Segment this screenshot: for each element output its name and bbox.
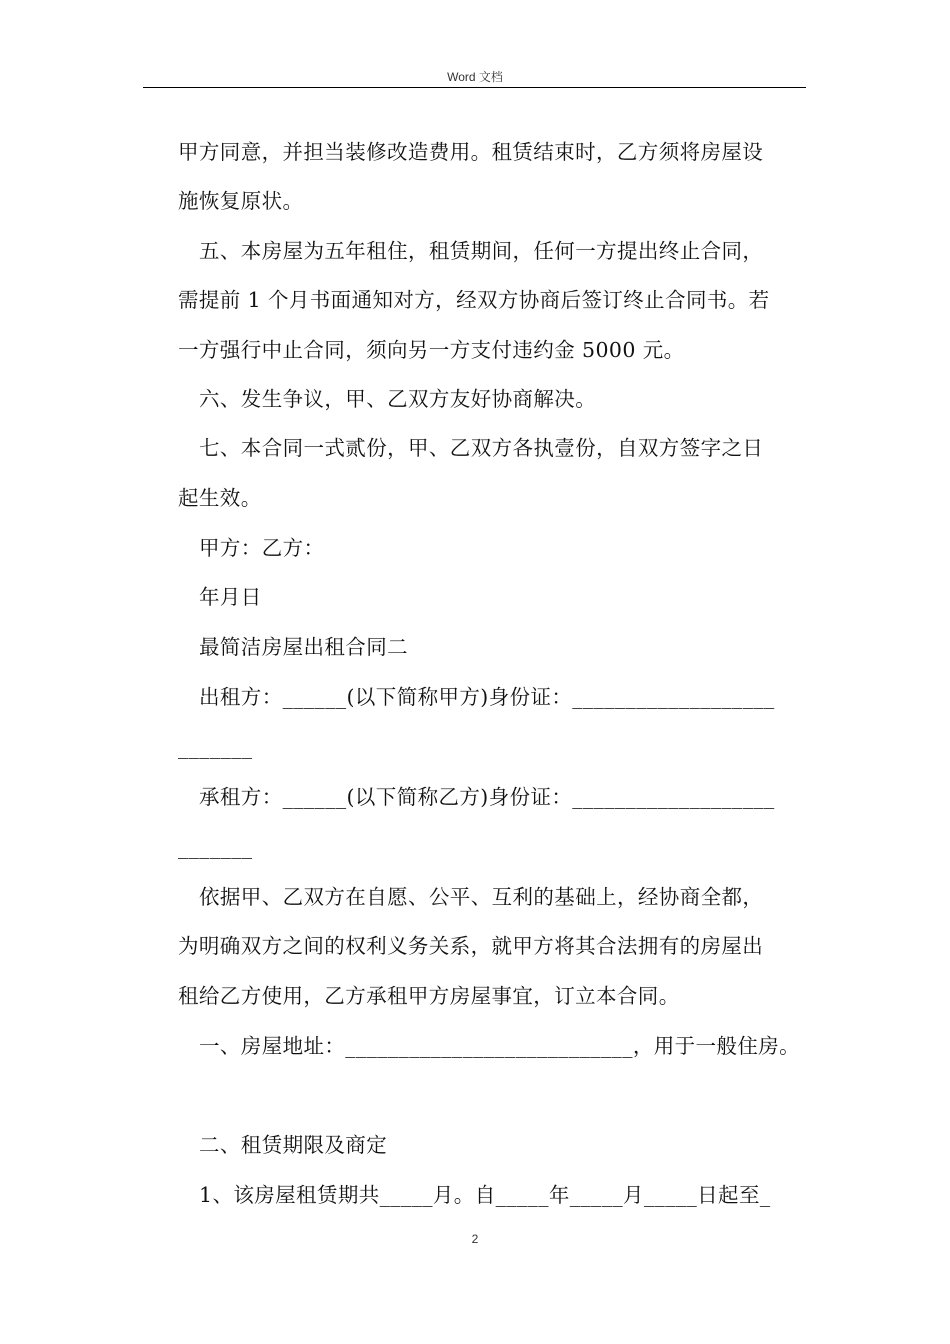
paragraph-line: 一方强行中止合同，须向另一方支付违约金 5000 元。	[178, 338, 685, 362]
paragraph-line: 起生效。	[178, 486, 262, 510]
clause-heading: 二、租赁期限及商定	[199, 1133, 388, 1157]
page-header: Word 文档	[447, 70, 503, 84]
signature-line: 甲方：乙方：	[199, 536, 325, 560]
paragraph-line: 租给乙方使用，乙方承租甲方房屋事宜，订立本合同。	[178, 984, 680, 1008]
lessee-line: 承租方：______(以下简称乙方)身份证：___________________	[199, 785, 775, 809]
blank-line: _______	[178, 835, 253, 859]
section-title: 最简洁房屋出租合同二	[199, 635, 408, 659]
paragraph-line: 依据甲、乙双方在自愿、公平、互利的基础上，经协商全都，	[199, 885, 764, 909]
paragraph-line: 七、本合同一式贰份，甲、乙双方各执壹份，自双方签字之日	[199, 436, 764, 460]
paragraph-line: 六、发生争议，甲、乙双方友好协商解决。	[199, 387, 597, 411]
paragraph-line: 为明确双方之间的权利义务关系，就甲方将其合法拥有的房屋出	[178, 934, 764, 958]
page-number: 2	[471, 1232, 479, 1246]
header-divider	[143, 87, 806, 88]
paragraph-line: 施恢复原状。	[178, 189, 304, 213]
paragraph-line: 甲方同意，并担当装修改造费用。租赁结束时，乙方须将房屋设	[178, 140, 764, 164]
lessor-line: 出租方：______(以下简称甲方)身份证：___________________	[199, 685, 775, 709]
paragraph-line: 五、本房屋为五年租住，租赁期间，任何一方提出终止合同，	[199, 239, 764, 263]
paragraph-line: 需提前 1 个月书面通知对方，经双方协商后签订终止合同书。若	[178, 288, 770, 312]
date-line: 年月日	[199, 585, 262, 609]
term-clause: 1、该房屋租赁期共_____月。自_____年_____月_____日起至_	[199, 1183, 771, 1207]
blank-line: _______	[178, 735, 253, 759]
address-clause: 一、房屋地址：___________________________，用于一般住房。	[199, 1034, 801, 1058]
